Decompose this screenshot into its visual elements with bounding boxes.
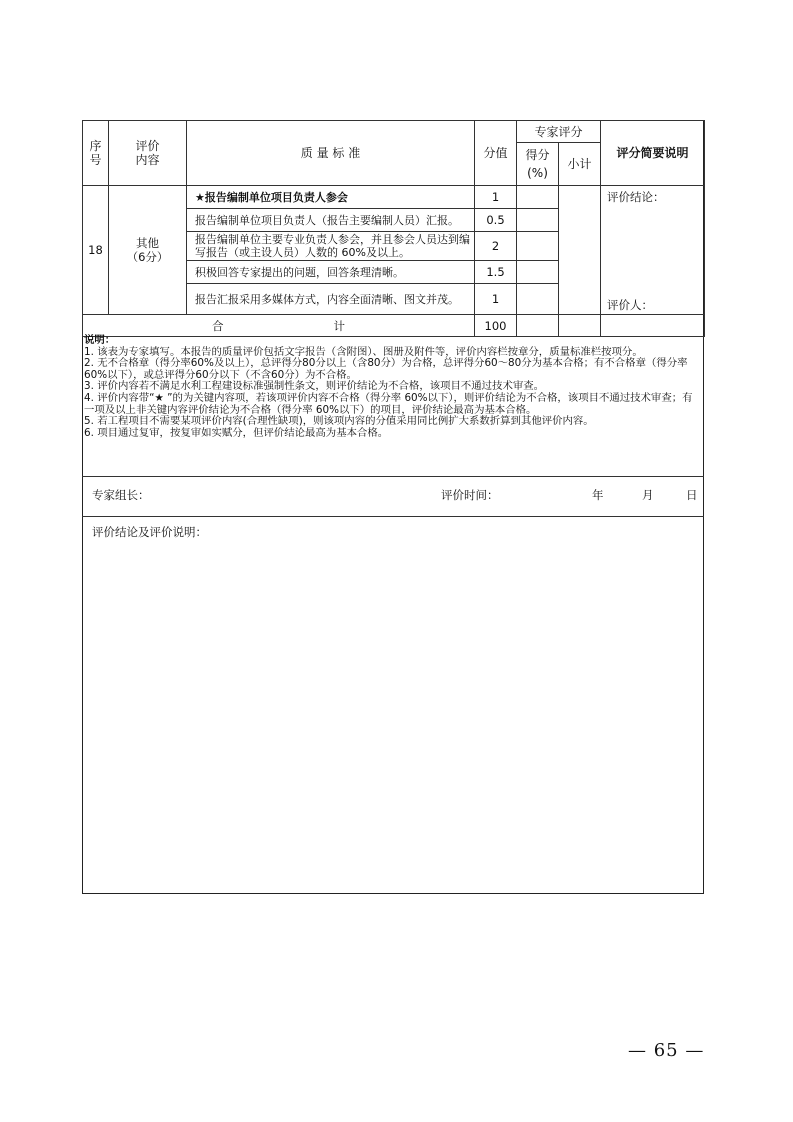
header-subtotal: 小计 bbox=[559, 143, 601, 186]
notes-title: 说明： bbox=[84, 334, 116, 346]
total-score: 100 bbox=[475, 315, 517, 337]
header-seq-line2: 号 bbox=[89, 153, 102, 167]
row-content-line1: 其他 bbox=[136, 236, 159, 250]
note-item: 4. 评价内容带“★ ”的为关键内容项，若该项评价内容不合格（得分率 60%以下），则评价结论为不合格，该项目不通过技术审查；有一项及以上非关键内容评价结论为不合格（得分率 60%以下）的项目，评价结论最高为基本合格。 bbox=[84, 391, 693, 416]
table-row bbox=[83, 186, 705, 209]
row-subtotal-input[interactable] bbox=[559, 186, 601, 315]
note-item: 5. 若工程项目不需要某项评价内容(合理性缺项)，则该项内容的分值采用同比例扩大系数折算到其他评价内容。 bbox=[84, 415, 594, 428]
divider-signature bbox=[82, 516, 704, 517]
criteria-score: 1.5 bbox=[475, 261, 517, 284]
row-conclusion-cell bbox=[601, 186, 705, 315]
criteria-rate-input[interactable] bbox=[517, 209, 559, 232]
header-row-1 bbox=[83, 121, 705, 143]
note-item: 6. 项目通过复审，按复审如实赋分，但评价结论最高为基本合格。 bbox=[84, 426, 389, 439]
header-seq bbox=[83, 121, 109, 186]
year-label: 年 bbox=[592, 488, 604, 502]
criteria-text: ★报告编制单位项目负责人参会 bbox=[187, 186, 475, 209]
criteria-text: 积极回答专家提出的问题，回答条理清晰。 bbox=[187, 261, 475, 284]
header-content-line2: 内容 bbox=[135, 153, 160, 167]
note-item: 3. 评价内容若不满足水利工程建设标准强制性条文，则评价结论为不合格，该项目不通过技术审查。 bbox=[84, 380, 545, 393]
total-row bbox=[83, 315, 705, 337]
row-content bbox=[109, 186, 187, 315]
evaluator-label: 评价人： bbox=[607, 298, 654, 312]
header-content-line1: 评价 bbox=[135, 139, 160, 153]
total-label-left: 合 bbox=[212, 318, 224, 333]
row-seq: 18 bbox=[83, 186, 109, 315]
criteria-text: 报告汇报采用多媒体方式，内容全面清晰、图文并茂。 bbox=[187, 284, 475, 315]
header-score-value: 分值 bbox=[475, 121, 517, 186]
header-seq-line1: 序 bbox=[89, 139, 102, 153]
total-explanation-input[interactable] bbox=[601, 315, 705, 337]
header-content bbox=[109, 121, 187, 186]
signature-row bbox=[92, 487, 696, 503]
criteria-rate-input[interactable] bbox=[517, 284, 559, 315]
page-number: — 65 — bbox=[628, 1040, 705, 1061]
criteria-score: 0.5 bbox=[475, 209, 517, 232]
header-expert-score: 专家评分 bbox=[517, 121, 601, 143]
row-content-line2: （6分） bbox=[126, 250, 169, 264]
header-rate bbox=[517, 143, 559, 186]
conclusion-label: 评价结论： bbox=[607, 190, 665, 204]
criteria-text: 报告编制单位主要专业负责人参会，并且参会人员达到编写报告（或主设人员）人数的 60%及以上。 bbox=[187, 232, 475, 261]
total-subtotal-input[interactable] bbox=[559, 315, 601, 337]
total-label-right: 计 bbox=[333, 318, 345, 333]
conclusion-title: 评价结论及评价说明： bbox=[92, 525, 207, 539]
criteria-rate-input[interactable] bbox=[517, 261, 559, 284]
header-rate-line1: 得分 bbox=[525, 148, 550, 162]
divider-notes bbox=[82, 476, 704, 477]
header-standard: 质 量 标 准 bbox=[187, 121, 475, 186]
note-item: 2. 无不合格章（得分率60%及以上），总评得分80分以上（含80分）为合格，总评得分60～80分为基本合格；有不合格章（得分率60%以下），或总评得分60分以下（不含60分）为不合格。 bbox=[84, 357, 688, 381]
leader-label: 专家组长： bbox=[92, 488, 150, 502]
note-item: 1. 该表为专家填写。本报告的质量评价包括文字报告（含附图）、图册及附件等，评价内容栏按章分，质量标准栏按项分。 bbox=[84, 345, 643, 358]
month-label: 月 bbox=[642, 488, 654, 502]
notes-section bbox=[84, 335, 700, 439]
total-rate-input[interactable] bbox=[517, 315, 559, 337]
criteria-score: 1 bbox=[475, 284, 517, 315]
time-label: 评价时间： bbox=[441, 488, 499, 502]
criteria-rate-input[interactable] bbox=[517, 186, 559, 209]
header-rate-line2: (%) bbox=[527, 166, 548, 180]
criteria-score: 1 bbox=[475, 186, 517, 209]
criteria-score: 2 bbox=[475, 232, 517, 261]
criteria-text: 报告编制单位项目负责人（报告主要编制人员）汇报。 bbox=[187, 209, 475, 232]
header-explanation: 评分简要说明 bbox=[601, 121, 705, 186]
total-label bbox=[83, 315, 475, 337]
criteria-rate-input[interactable] bbox=[517, 232, 559, 261]
evaluation-table bbox=[82, 120, 705, 337]
day-label: 日 bbox=[686, 488, 698, 502]
